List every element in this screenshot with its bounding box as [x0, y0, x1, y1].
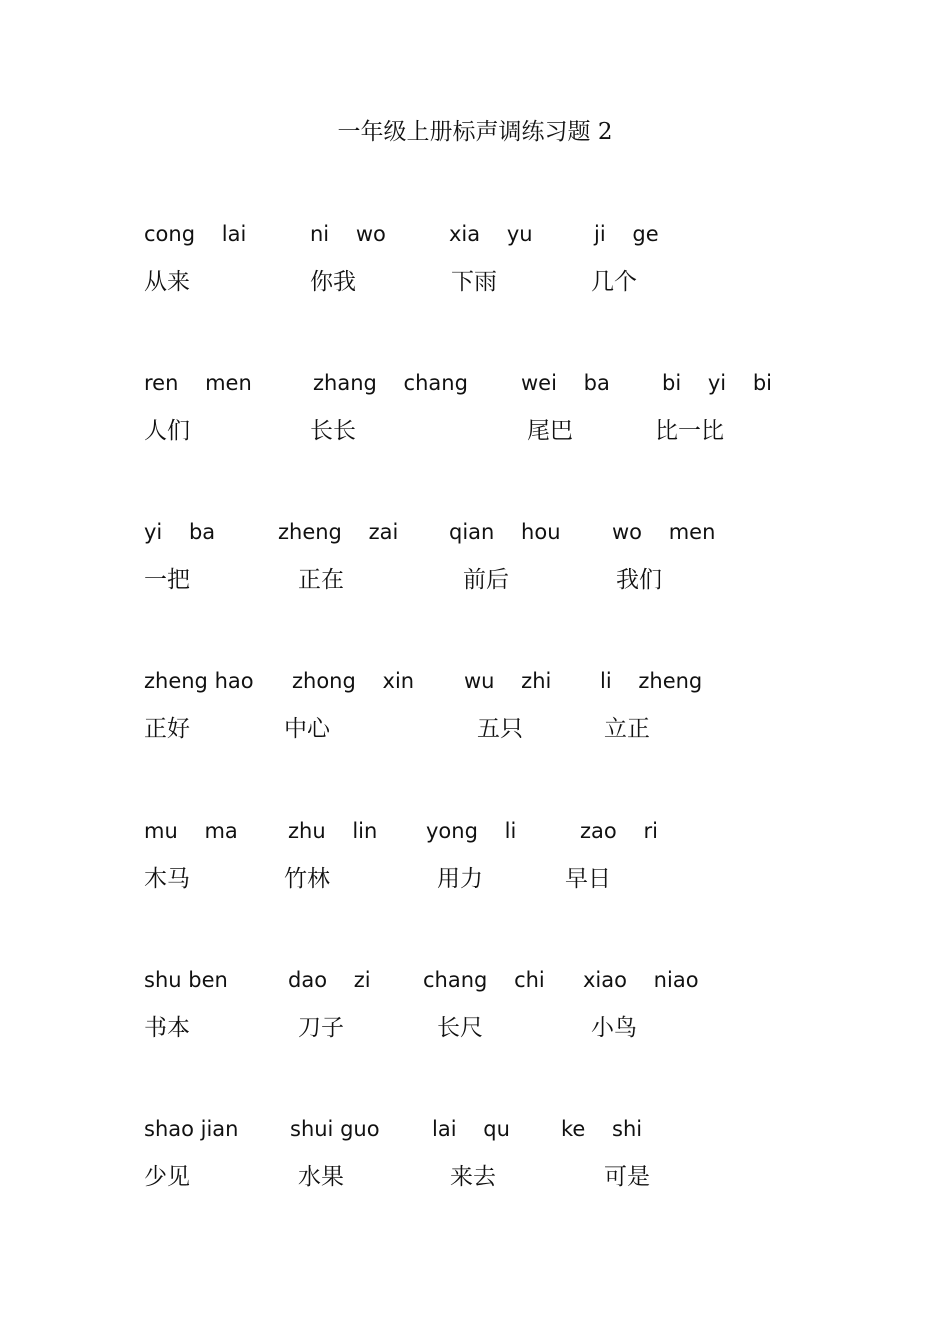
hanzi-word: 来去 — [450, 1164, 496, 1190]
hanzi-word: 刀子 — [298, 1015, 344, 1041]
pinyin-text: ren men — [144, 371, 252, 395]
pinyin-text: yi ba — [144, 520, 216, 544]
pinyin-text: xia yu — [449, 222, 533, 246]
pinyin-text: zhang chang — [313, 371, 468, 395]
pinyin-text: ni wo — [310, 222, 386, 246]
hanzi-word: 水果 — [298, 1164, 344, 1190]
hanzi-word: 竹林 — [284, 866, 330, 892]
hanzi-word: 正好 — [144, 716, 190, 742]
hanzi-word: 尾巴 — [527, 418, 573, 444]
hanzi-word: 几个 — [591, 269, 637, 295]
hanzi-word: 我们 — [616, 567, 662, 593]
pinyin-text: shao jian — [144, 1117, 239, 1141]
hanzi-word: 人们 — [144, 418, 190, 444]
hanzi-word: 一把 — [144, 567, 190, 593]
page-title: 一年级上册标声调练习题 2 — [337, 119, 613, 145]
hanzi-word: 从来 — [144, 269, 190, 295]
pinyin-text: xiao niao — [583, 968, 699, 992]
pinyin-text: zao ri — [580, 819, 658, 843]
pinyin-text: chang chi — [423, 968, 545, 992]
pinyin-text: cong lai — [144, 222, 247, 246]
hanzi-word: 中心 — [284, 716, 330, 742]
pinyin-text: li zheng — [600, 669, 703, 693]
pinyin-text: zhu lin — [288, 819, 378, 843]
pinyin-text: mu ma — [144, 819, 238, 843]
hanzi-word: 下雨 — [451, 269, 497, 295]
hanzi-word: 小鸟 — [591, 1015, 637, 1041]
hanzi-word: 早日 — [565, 866, 611, 892]
pinyin-text: bi yi bi — [662, 371, 772, 395]
hanzi-word: 五只 — [477, 716, 523, 742]
hanzi-word: 用力 — [437, 866, 483, 892]
hanzi-word: 可是 — [604, 1164, 650, 1190]
pinyin-text: zhong xin — [292, 669, 415, 693]
hanzi-word: 你我 — [310, 269, 356, 295]
pinyin-text: dao zi — [288, 968, 371, 992]
hanzi-word: 前后 — [463, 567, 509, 593]
pinyin-text: zheng hao — [144, 669, 254, 693]
hanzi-word: 少见 — [144, 1164, 190, 1190]
pinyin-text: qian hou — [449, 520, 561, 544]
pinyin-text: ji ge — [594, 222, 659, 246]
pinyin-text: ke shi — [561, 1117, 643, 1141]
pinyin-text: yong li — [426, 819, 517, 843]
hanzi-word: 长长 — [310, 418, 356, 444]
pinyin-text: wo men — [612, 520, 716, 544]
hanzi-word: 书本 — [144, 1015, 190, 1041]
pinyin-text: wei ba — [521, 371, 610, 395]
hanzi-word: 比一比 — [655, 418, 724, 444]
hanzi-word: 木马 — [144, 866, 190, 892]
hanzi-word: 正在 — [298, 567, 344, 593]
pinyin-text: zheng zai — [278, 520, 399, 544]
hanzi-word: 立正 — [604, 716, 650, 742]
pinyin-text: shui guo — [290, 1117, 380, 1141]
pinyin-text: shu ben — [144, 968, 228, 992]
pinyin-text: wu zhi — [464, 669, 552, 693]
pinyin-text: lai qu — [432, 1117, 510, 1141]
hanzi-word: 长尺 — [437, 1015, 483, 1041]
